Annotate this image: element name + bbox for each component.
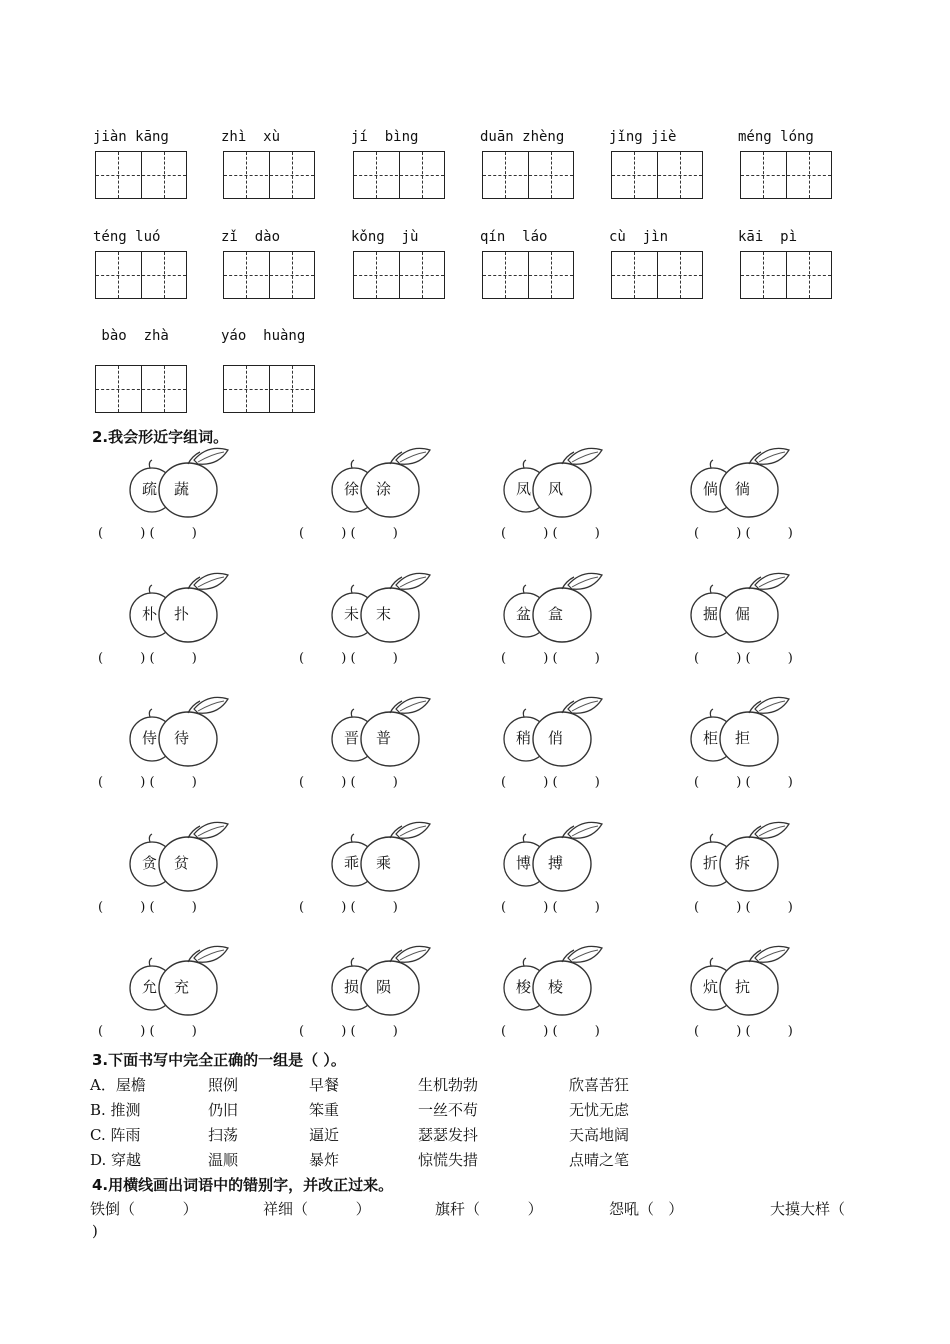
answer-blank[interactable]: ( ) ( ) xyxy=(501,526,600,541)
pinyin-label: jiàn kāng xyxy=(93,129,169,145)
apple-pair xyxy=(502,944,612,1024)
character-right: 徜 xyxy=(735,480,751,498)
correction-item[interactable]: 大摸大样（ xyxy=(770,1200,846,1218)
option-word: 欣喜苦狂 xyxy=(569,1076,630,1094)
section2-title: 2.我会形近字组词。 xyxy=(92,428,229,446)
option-word: 早餐 xyxy=(309,1076,340,1094)
apple-pair xyxy=(689,695,799,775)
answer-blank[interactable]: ( ) ( ) xyxy=(98,651,197,666)
option-word: 天高地阔 xyxy=(569,1126,630,1144)
character-left: 侍 xyxy=(142,729,158,747)
answer-blank[interactable]: ( ) ( ) xyxy=(299,775,398,790)
character-right: 末 xyxy=(376,605,392,623)
character-left: 疏 xyxy=(142,480,158,498)
correction-item[interactable]: 铁倒（ ） xyxy=(90,1200,198,1218)
pinyin-label: téng luó xyxy=(93,229,161,245)
option-word: 逼近 xyxy=(309,1126,340,1144)
pinyin-label: jǐng jiè xyxy=(609,129,677,145)
pinyin-label: zhì xù xyxy=(221,129,281,145)
correction-item[interactable]: 祥细（ ） xyxy=(263,1200,371,1218)
character-right: 待 xyxy=(174,729,190,747)
apple-pair xyxy=(128,944,238,1024)
character-left: 炕 xyxy=(703,978,719,996)
correction-item[interactable]: 怨吼（ ） xyxy=(609,1200,684,1218)
character-right: 涂 xyxy=(376,480,392,498)
character-left: 允 xyxy=(142,978,158,996)
answer-blank[interactable]: ( ) ( ) xyxy=(98,775,197,790)
answer-blank[interactable]: ( ) ( ) xyxy=(98,900,197,915)
writing-grid[interactable] xyxy=(223,251,315,299)
apple-pair xyxy=(330,571,440,651)
answer-blank[interactable]: ( ) ( ) xyxy=(299,526,398,541)
character-right: 抗 xyxy=(735,978,751,996)
character-right: 陨 xyxy=(376,978,392,996)
writing-grid[interactable] xyxy=(740,151,832,199)
apple-pair xyxy=(502,446,612,526)
character-right: 盒 xyxy=(548,605,564,623)
character-left: 朴 xyxy=(142,605,158,623)
option-label[interactable]: D. 穿越 xyxy=(90,1151,142,1169)
option-word: 照例 xyxy=(208,1076,239,1094)
character-right: 倔 xyxy=(735,605,751,623)
option-label[interactable]: B. 推测 xyxy=(90,1101,141,1119)
pinyin-label: bào zhà xyxy=(93,328,169,344)
character-left: 晋 xyxy=(344,729,360,747)
apple-pair xyxy=(502,695,612,775)
answer-blank[interactable]: ( ) ( ) xyxy=(501,1024,600,1039)
character-right: 蔬 xyxy=(174,480,190,498)
apple-pair xyxy=(689,446,799,526)
option-word: 生机勃勃 xyxy=(418,1076,479,1094)
character-left: 损 xyxy=(344,978,360,996)
character-left: 博 xyxy=(516,854,532,872)
character-right: 充 xyxy=(174,978,190,996)
option-word: 点晴之笔 xyxy=(569,1151,630,1169)
character-right: 扑 xyxy=(174,605,190,623)
pinyin-label: kāi pì xyxy=(738,229,798,245)
character-right: 拒 xyxy=(735,729,751,747)
character-left: 盆 xyxy=(516,605,532,623)
apple-pair xyxy=(330,944,440,1024)
pinyin-label: kǒng jù xyxy=(351,229,419,245)
writing-grid[interactable] xyxy=(611,251,703,299)
answer-blank[interactable]: ( ) ( ) xyxy=(299,900,398,915)
answer-blank[interactable]: ( ) ( ) xyxy=(501,900,600,915)
character-right: 贫 xyxy=(174,854,190,872)
answer-blank[interactable]: ( ) ( ) xyxy=(299,651,398,666)
writing-grid[interactable] xyxy=(95,151,187,199)
character-right: 风 xyxy=(548,480,564,498)
section4-title: 4.用横线画出词语中的错别字，并改正过来。 xyxy=(92,1176,394,1194)
writing-grid[interactable] xyxy=(353,251,445,299)
character-left: 贪 xyxy=(142,854,158,872)
character-right: 棱 xyxy=(548,978,564,996)
apple-pair xyxy=(128,571,238,651)
answer-blank[interactable]: ( ) ( ) xyxy=(299,1024,398,1039)
pinyin-label: duān zhèng xyxy=(480,129,565,145)
apple-pair xyxy=(689,944,799,1024)
character-right: 乘 xyxy=(376,854,392,872)
character-left: 未 xyxy=(344,605,360,623)
apple-pair xyxy=(689,820,799,900)
apple-pair xyxy=(330,695,440,775)
character-left: 乖 xyxy=(344,854,360,872)
character-right: 拆 xyxy=(735,854,751,872)
section3-title: 3.下面书写中完全正确的一组是（ ）。 xyxy=(92,1051,346,1069)
writing-grid[interactable] xyxy=(482,151,574,199)
apple-pair xyxy=(128,446,238,526)
correction-item[interactable]: 旗秆（ ） xyxy=(435,1200,543,1218)
apple-pair xyxy=(502,820,612,900)
option-word: 暴炸 xyxy=(309,1151,340,1169)
option-word: 扫荡 xyxy=(208,1126,239,1144)
character-left: 柜 xyxy=(703,729,719,747)
option-word: 惊慌失措 xyxy=(418,1151,479,1169)
correction-trailing: ) xyxy=(92,1222,98,1240)
writing-grid[interactable] xyxy=(95,365,187,413)
answer-blank[interactable]: ( ) ( ) xyxy=(694,1024,793,1039)
character-left: 稍 xyxy=(516,729,532,747)
apple-pair xyxy=(502,571,612,651)
character-left: 凤 xyxy=(516,480,532,498)
answer-blank[interactable]: ( ) ( ) xyxy=(98,1024,197,1039)
option-word: 温顺 xyxy=(208,1151,239,1169)
apple-pair xyxy=(128,695,238,775)
option-label[interactable]: A．屋檐 xyxy=(90,1076,146,1094)
character-left: 倘 xyxy=(703,480,719,498)
writing-grid[interactable] xyxy=(740,251,832,299)
character-left: 掘 xyxy=(703,605,719,623)
character-left: 徐 xyxy=(344,480,360,498)
apple-pair xyxy=(689,571,799,651)
pinyin-label: jí bìng xyxy=(351,129,419,145)
pinyin-label: qín láo xyxy=(480,229,548,245)
writing-grid[interactable] xyxy=(611,151,703,199)
option-word: 瑟瑟发抖 xyxy=(418,1126,479,1144)
character-right: 搏 xyxy=(548,854,564,872)
answer-blank[interactable]: ( ) ( ) xyxy=(694,900,793,915)
option-word: 仍旧 xyxy=(208,1101,239,1119)
answer-blank[interactable]: ( ) ( ) xyxy=(694,775,793,790)
writing-grid[interactable] xyxy=(223,151,315,199)
pinyin-label: cù jìn xyxy=(609,229,669,245)
apple-pair xyxy=(330,820,440,900)
pinyin-label: méng lóng xyxy=(738,129,814,145)
answer-blank[interactable]: ( ) ( ) xyxy=(98,526,197,541)
writing-grid[interactable] xyxy=(223,365,315,413)
character-right: 普 xyxy=(376,729,392,747)
apple-pair xyxy=(128,820,238,900)
answer-blank[interactable]: ( ) ( ) xyxy=(501,775,600,790)
option-word: 一丝不苟 xyxy=(418,1101,479,1119)
character-left: 梭 xyxy=(516,978,532,996)
writing-grid[interactable] xyxy=(353,151,445,199)
writing-grid[interactable] xyxy=(95,251,187,299)
character-right: 俏 xyxy=(548,729,564,747)
writing-grid[interactable] xyxy=(482,251,574,299)
option-word: 笨重 xyxy=(309,1101,340,1119)
apple-pair xyxy=(330,446,440,526)
answer-blank[interactable]: ( ) ( ) xyxy=(694,651,793,666)
answer-blank[interactable]: ( ) ( ) xyxy=(694,526,793,541)
option-word: 无忧无虑 xyxy=(569,1101,630,1119)
pinyin-label: yáo huàng xyxy=(221,328,306,344)
option-label[interactable]: C. 阵雨 xyxy=(90,1126,141,1144)
pinyin-label: zǐ dào xyxy=(221,229,281,245)
character-left: 折 xyxy=(703,854,719,872)
answer-blank[interactable]: ( ) ( ) xyxy=(501,651,600,666)
